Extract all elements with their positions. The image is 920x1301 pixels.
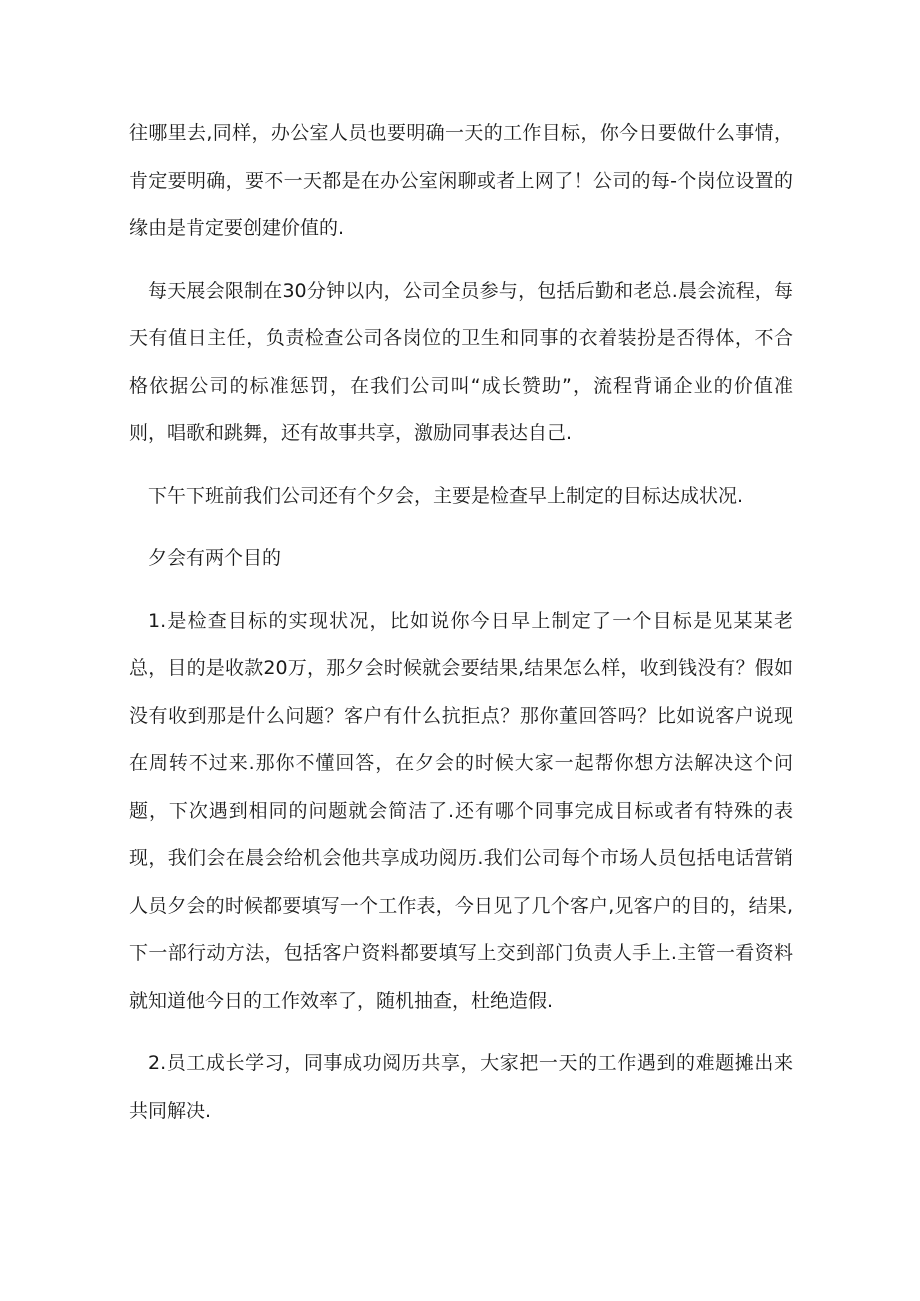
paragraph-5: 1.是检查目标的实现状况，比如说你今日早上制定了一个目标是见某某老总，目的是收款20万，那夕会时候就会要结果,结果怎么样，收到钱没有？假如没有收到那是什么问题？客户有什么抗拒点？那你董回答吗？比如说客户说现在周转不过来.那你不懂回答，在夕会的时候大家一起帮你想方法解决这个问题，下次遇到相同的问题就会简洁了.还有哪个同事完成目标或者有特殊的表现，我们会在晨会给机会他共享成功阅历.我们公司每个市场人员包括电话营销人员夕会的时候都要填写一个工作表，今日见了几个客户,见客户的目的，结果,下一部行动方法，包括客户资料都要填写上交到部门负责人手上.主管一看资料就知道他今日的工作效率了，随机抽查，杜绝造假. — [129, 609, 793, 1012]
paragraph-6: 2.员工成长学习，同事成功阅历共享，大家把一天的工作遇到的难题摊出来共同解决. — [129, 1052, 793, 1122]
paragraph-1: 往哪里去,同样，办公室人员也要明确一天的工作目标，你今日要做什么事情，肯定要明确，要不一天都是在办公室闲聊或者上网了！公司的每-个岗位设置的缘由是肯定要创建价值的. — [129, 122, 793, 239]
paragraph-4: 夕会有两个目的 — [148, 547, 282, 569]
paragraph-3: 下午下班前我们公司还有个夕会，主要是检查早上制定的目标达成状况. — [148, 484, 744, 507]
paragraph-2: 每天展会限制在30分钟以内，公司全员参与，包括后勤和老总.晨会流程，每天有值日主任，负责检查公司各岗位的卫生和同事的衣着装扮是否得体，不合格依据公司的标准惩罚，在我们公司叫“成长赞助”，流程背诵企业的价值准则，唱歌和跳舞，还有故事共享，激励同事表达自己. — [129, 279, 793, 444]
document-body — [129, 110, 793, 1150]
